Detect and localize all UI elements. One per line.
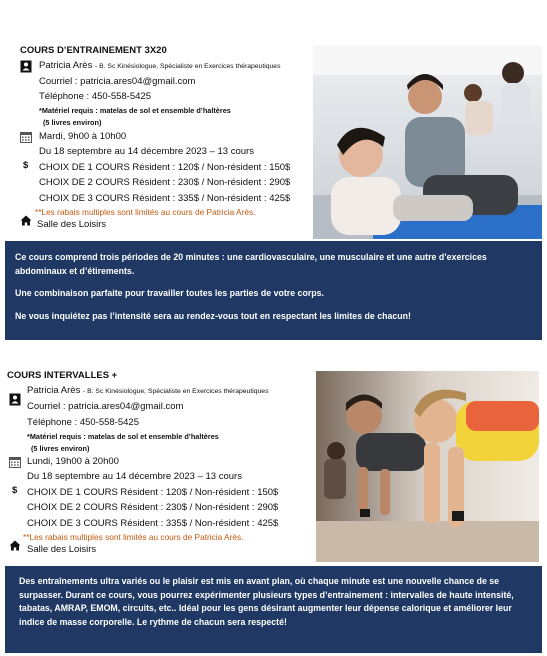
price-line: CHOIX DE 3 COURS Résident : 335$ / Non-résident : 425$ xyxy=(27,518,279,529)
material-required: *Matériel requis : matelas de sol et ensemble d’haltères xyxy=(27,432,219,441)
weights-note: (5 livres environ) xyxy=(31,444,90,453)
instructor-credentials: - B. Sc Kinésiologue, Spécialiste en Exercices thérapeutiques xyxy=(82,388,269,395)
interval-training-photo xyxy=(316,371,539,562)
phone: Téléphone : 450-558-5425 xyxy=(39,91,151,102)
dates: Du 18 septembre au 14 décembre 2023 – 13 cours xyxy=(39,146,254,157)
contact-card-icon xyxy=(20,60,32,73)
description-panel xyxy=(5,241,542,340)
instructor-name: Patricia Arès xyxy=(39,60,93,71)
schedule: Mardi, 9h00 à 10h00 xyxy=(39,131,127,142)
discount-note: **Les rabais multiples sont limités au cours de Patricia Arès. xyxy=(23,532,244,542)
email: Courriel : patricia.ares04@gmail.com xyxy=(39,76,196,87)
instructor-name: Patricia Arès xyxy=(27,385,81,396)
fitness-class-photo xyxy=(313,45,542,239)
calendar-icon xyxy=(20,131,32,143)
instructor-line xyxy=(27,385,268,396)
price-line: CHOIX DE 1 COURS Résident : 120$ / Non-résident : 150$ xyxy=(39,162,291,173)
description-paragraph: Une combinaison parfaite pour travailler toutes les parties de votre corps. xyxy=(15,288,324,299)
dollar-icon: $ xyxy=(23,160,29,171)
description-paragraph: Des entraînements ultra variés ou le plaisir est mis en avant plan, où chaque minute est une nouvelle chance de se surpasser. Durant ce cours, vous pourrez expérimenter plusieurs types d’entrainement : intervalles de haute intensité, tabatas, AMRAP, EMOM, circuits, etc.. Idéal pour les gens désirant augmenter leur dépense calorique et améliorer leur indice de masse corporelle. Le rythme de chacun sera respecté! xyxy=(19,576,514,627)
dollar-icon: $ xyxy=(12,485,18,496)
description-paragraph: Ne vous inquiétez pas l’intensité sera au rendez-vous tout en respectant les limites de chacun! xyxy=(15,310,411,321)
discount-note: **Les rabais multiples sont limités au cours de Patricia Arès. xyxy=(35,207,256,217)
instructor-credentials: - B. Sc Kinésiologue, Spécialiste en Exercices thérapeutiques xyxy=(94,63,281,70)
location: Salle des Loisirs xyxy=(37,219,107,230)
description-panel xyxy=(5,566,542,653)
price-line: CHOIX DE 3 COURS Résident : 335$ / Non-résident : 425$ xyxy=(39,193,291,204)
phone: Téléphone : 450-558-5425 xyxy=(27,417,139,428)
price-line: CHOIX DE 2 COURS Résident : 230$ / Non-résident : 290$ xyxy=(27,502,279,513)
course-title: COURS D’ENTRAINEMENT 3X20 xyxy=(20,45,167,56)
calendar-icon xyxy=(9,456,21,468)
schedule: Lundi, 19h00 à 20h00 xyxy=(27,456,119,467)
price-line: CHOIX DE 1 COURS Résident : 120$ / Non-résident : 150$ xyxy=(27,487,279,498)
price-line: CHOIX DE 2 COURS Résident : 230$ / Non-résident : 290$ xyxy=(39,177,291,188)
material-required: *Matériel requis : matelas de sol et ensemble d’haltères xyxy=(39,106,231,115)
home-icon xyxy=(20,215,32,226)
instructor-line xyxy=(39,60,280,71)
home-icon xyxy=(9,540,21,551)
location: Salle des Loisirs xyxy=(27,544,97,555)
description-paragraph: Ce cours comprend trois périodes de 20 minutes : une cardiovasculaire, une musculaire et une autre d’exercices abdominaux et d’étirements. xyxy=(15,252,487,276)
email: Courriel : patricia.ares04@gmail.com xyxy=(27,401,184,412)
dates: Du 18 septembre au 14 décembre 2023 – 13 cours xyxy=(27,471,242,482)
course-title: COURS INTERVALLES + xyxy=(7,370,118,381)
contact-card-icon xyxy=(9,393,21,406)
weights-note: (5 livres environ) xyxy=(43,118,102,127)
